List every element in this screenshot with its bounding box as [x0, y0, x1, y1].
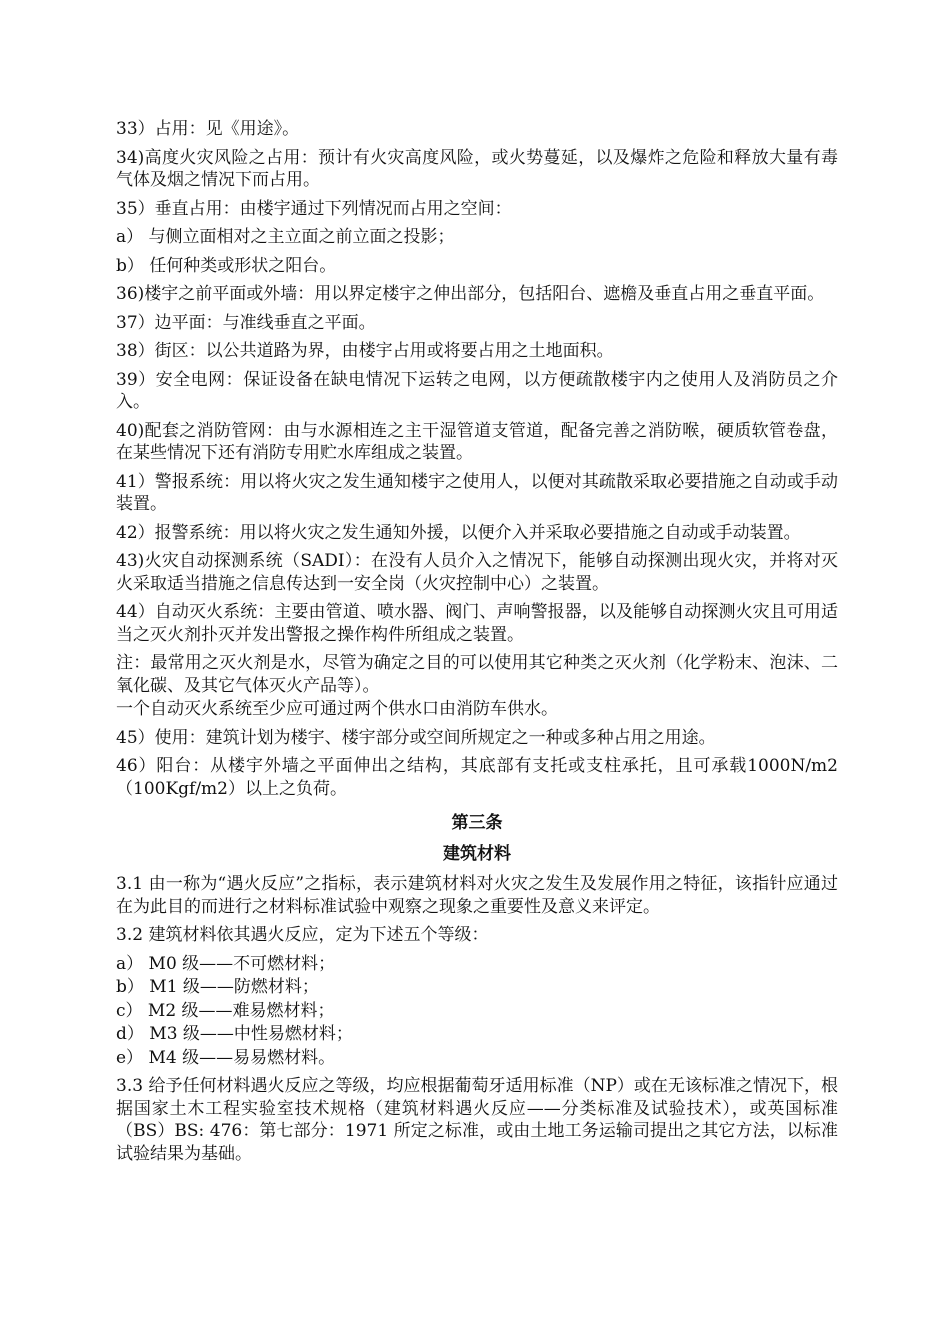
- article-title: 建筑材料: [443, 843, 511, 864]
- clause-3-2: 3.2 建筑材料依其遇火反应，定为下述五个等级：: [116, 925, 489, 945]
- definition-37: 37）边平面：与准线垂直之平面。: [116, 312, 376, 333]
- definition-42: 42）报警系统：用以将火灾之发生通知外援，以便介入并采取必要措施之自动或手动装置。: [116, 522, 801, 543]
- note-supply-paragraph: 一个自动灭火系统至少应可通过两个供水口由消防车供水。: [116, 699, 558, 719]
- definition-33: 33）占用：见《用途》。: [116, 119, 300, 139]
- grade-item-m3: d） M3 级——中性易燃材料；: [116, 1024, 353, 1044]
- definition-41: 41）警报系统：用以将火灾之发生通知楼宇之使用人，以便对其疏散采取必要措施之自动或手动装置。: [116, 471, 838, 514]
- definition-44: 44）自动灭火系统：主要由管道、喷水器、阀门、声响警报器，以及能够自动探测火灾且可用适当之灭火剂扑灭并发出警报之操作构件所组成之装置。: [116, 602, 838, 645]
- grade-item-m4: e） M4 级——易易燃材料。: [116, 1047, 336, 1068]
- clause-3-3: 3.3 给予任何材料遇火反应之等级，均应根据葡萄牙适用标准（NP）或在无该标准之情况下，根据国家土木工程实验室技术规格（建筑材料遇火反应——分类标准及试验技术），或英国标准（BS）BS: 476：第七部分：1971 所定之标准，或由土地工务运输司提出之其它方法，以标准试验结果为基础。: [116, 1076, 838, 1164]
- definition-34: 34)高度火灾风险之占用：预计有火灾高度风险，或火势蔓延，以及爆炸之危险和释放大量有毒气体及烟之情况下而占用。: [116, 147, 838, 190]
- grade-item-m1: b） M1 级——防燃材料；: [116, 977, 319, 997]
- article-heading: 第三条: [451, 813, 503, 833]
- clause-3-1: 3.1 由一称为“遇火反应”之指标，表示建筑材料对火灾之发生及发展作用之特征，该指针应通过在为此目的而进行之材料标准试验中观察之现象之重要性及意义来评定。: [116, 874, 838, 917]
- note-paragraph: 注：最常用之灭火剂是水，尽管为确定之目的可以使用其它种类之灭火剂（化学粉末、泡沫、二氧化碳、及其它气体灭火产品等）。: [116, 653, 838, 696]
- definition-38: 38）街区：以公共道路为界，由楼宇占用或将要占用之土地面积。: [116, 341, 614, 361]
- definition-35-item-b: b） 任何种类或形状之阳台。: [116, 255, 337, 276]
- grade-item-m0: a） M0 级——不可燃材料；: [116, 953, 336, 974]
- definition-36: 36)楼宇之前平面或外墙：用以界定楼宇之伸出部分，包括阳台、遮檐及垂直占用之垂直平面。: [116, 284, 825, 304]
- definition-45: 45）使用：建筑计划为楼宇、楼宇部分或空间所规定之一种或多种占用之用途。: [116, 727, 716, 748]
- document-body: [116, 118, 838, 1171]
- definition-40: 40)配套之消防管网：由与水源相连之主干湿管道支管道，配备完善之消防喉，硬质软管卷盘，在某些情况下还有消防专用贮水库组成之装置。: [116, 420, 838, 463]
- definition-43: 43)火灾自动探测系统（SADI）：在没有人员介入之情况下，能够自动探测出现火灾，并将对灭火采取适当措施之信息传达到一安全岗（火灾控制中心）之装置。: [116, 551, 838, 594]
- grade-item-m2: c） M2 级——难易燃材料；: [116, 1000, 335, 1021]
- definition-39: 39）安全电网：保证设备在缺电情况下运转之电网，以方便疏散楼宇内之使用人及消防员之介入。: [116, 369, 838, 412]
- definition-46: 46）阳台：从楼宇外墙之平面伸出之结构，其底部有支托或支柱承托，且可承载1000N/m2（100Kgf/m2）以上之负荷。: [116, 756, 838, 799]
- definition-35-item-a: a） 与侧立面相对之主立面之前立面之投影；: [116, 227, 455, 247]
- definition-35: 35）垂直占用：由楼宇通过下列情况而占用之空间：: [116, 198, 512, 219]
